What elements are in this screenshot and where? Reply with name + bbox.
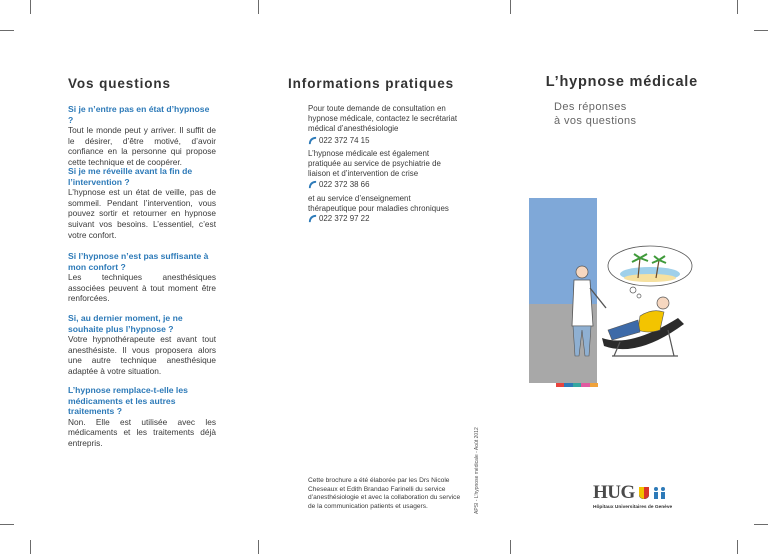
phone-icon — [308, 180, 317, 189]
answer: Les techniques anesthésiques associées peuvent à tout moment être renforcées. — [68, 272, 216, 304]
cover-subtitle — [554, 101, 698, 128]
qa-item — [68, 104, 216, 168]
phone-line — [308, 214, 369, 223]
phone-line — [308, 136, 369, 145]
phone-number: 022 372 74 15 — [319, 136, 370, 145]
crop-mark — [737, 0, 738, 14]
answer: Tout le monde peut y arriver. Il suffit de le désirer, d’être motivé, d’avoir confiance en la personne qui propose cette technique et de coopérer. — [68, 125, 216, 168]
middle-panel-title: Informations pratiques — [288, 76, 455, 91]
cover-subtitle-line: Des réponses — [554, 101, 627, 113]
logo-wordmark: HUG — [593, 482, 635, 503]
cover-subtitle-line: à vos questions — [554, 114, 637, 127]
dream-cloud — [608, 246, 692, 298]
phone-number: 022 372 38 66 — [319, 180, 370, 189]
hug-logo — [593, 482, 673, 510]
crop-mark — [754, 30, 768, 31]
crop-mark — [258, 0, 259, 14]
credit-text: Cette brochure a été élaborée par les Drs Nicole Cheseaux et Edith Brandao Farinelli du service d’anesthésiologie et avec la collaboration du service de la communication patients et usagers. — [308, 477, 461, 510]
answer: Non. Elle est utilisée avec les médicaments et les traitements déjà entrepris. — [68, 416, 216, 448]
crop-mark — [510, 0, 511, 14]
question: L’hypnose remplace-t-elle les médicaments et les autres traitements ? — [68, 385, 188, 416]
crop-mark — [30, 540, 31, 554]
question: Si l’hypnose n’est pas suffisante à mon confort ? — [68, 251, 209, 272]
geneva-shield-icon — [639, 487, 649, 499]
question: Si, au dernier moment, je ne souhaite plus l’hypnose ? — [68, 313, 183, 334]
answer: Votre hypnothérapeute est avant tout anesthésiste. Il vous proposera alors une autre technique anesthésique adaptée à votre situation. — [68, 334, 216, 377]
crop-mark — [0, 524, 14, 525]
logo-tagline: Hôpitaux Universitaires de Genève — [593, 505, 673, 510]
doctor-figure — [572, 266, 606, 356]
crop-mark — [258, 540, 259, 554]
hypnosis-illustration — [560, 238, 710, 388]
info-paragraph: Pour toute demande de consultation en hypnose médicale, contactez le secrétariat médical d’anesthésiologie — [308, 104, 458, 134]
people-icon — [653, 487, 667, 499]
qa-item — [68, 251, 216, 304]
crop-mark — [0, 30, 14, 31]
qa-item — [68, 385, 216, 449]
crop-mark — [737, 540, 738, 554]
answer: L’hypnose est un état de veille, pas de sommeil. Pendant l’intervention, vous pouvez sortir et retourner en hypnose suivant vos besoins. L’essentiel, c’est votre confort. — [68, 187, 216, 240]
crop-mark — [510, 540, 511, 554]
crop-mark — [754, 524, 768, 525]
question: Si je n’entre pas en état d’hypnose ? — [68, 104, 210, 125]
qa-item — [68, 166, 216, 241]
info-paragraph: et au service d’enseignement thérapeutique pour maladies chroniques — [308, 194, 449, 214]
phone-icon — [308, 214, 317, 223]
vertical-note: APSI - L’hypnose médicale - Août 2012 — [474, 427, 480, 514]
phone-line — [308, 180, 369, 189]
question: Si je me réveille avant la fin de l’intervention ? — [68, 166, 193, 187]
crop-mark — [30, 0, 31, 14]
qa-item — [68, 313, 216, 377]
phone-number: 022 372 97 22 — [319, 214, 370, 223]
left-panel-title: Vos questions — [68, 76, 171, 91]
info-paragraph: L’hypnose médicale est également pratiquée au service de psychiatrie de liaison et d’intervention de crise — [308, 149, 441, 179]
cover-title: L’hypnose médicale — [545, 74, 698, 90]
phone-icon — [308, 136, 317, 145]
